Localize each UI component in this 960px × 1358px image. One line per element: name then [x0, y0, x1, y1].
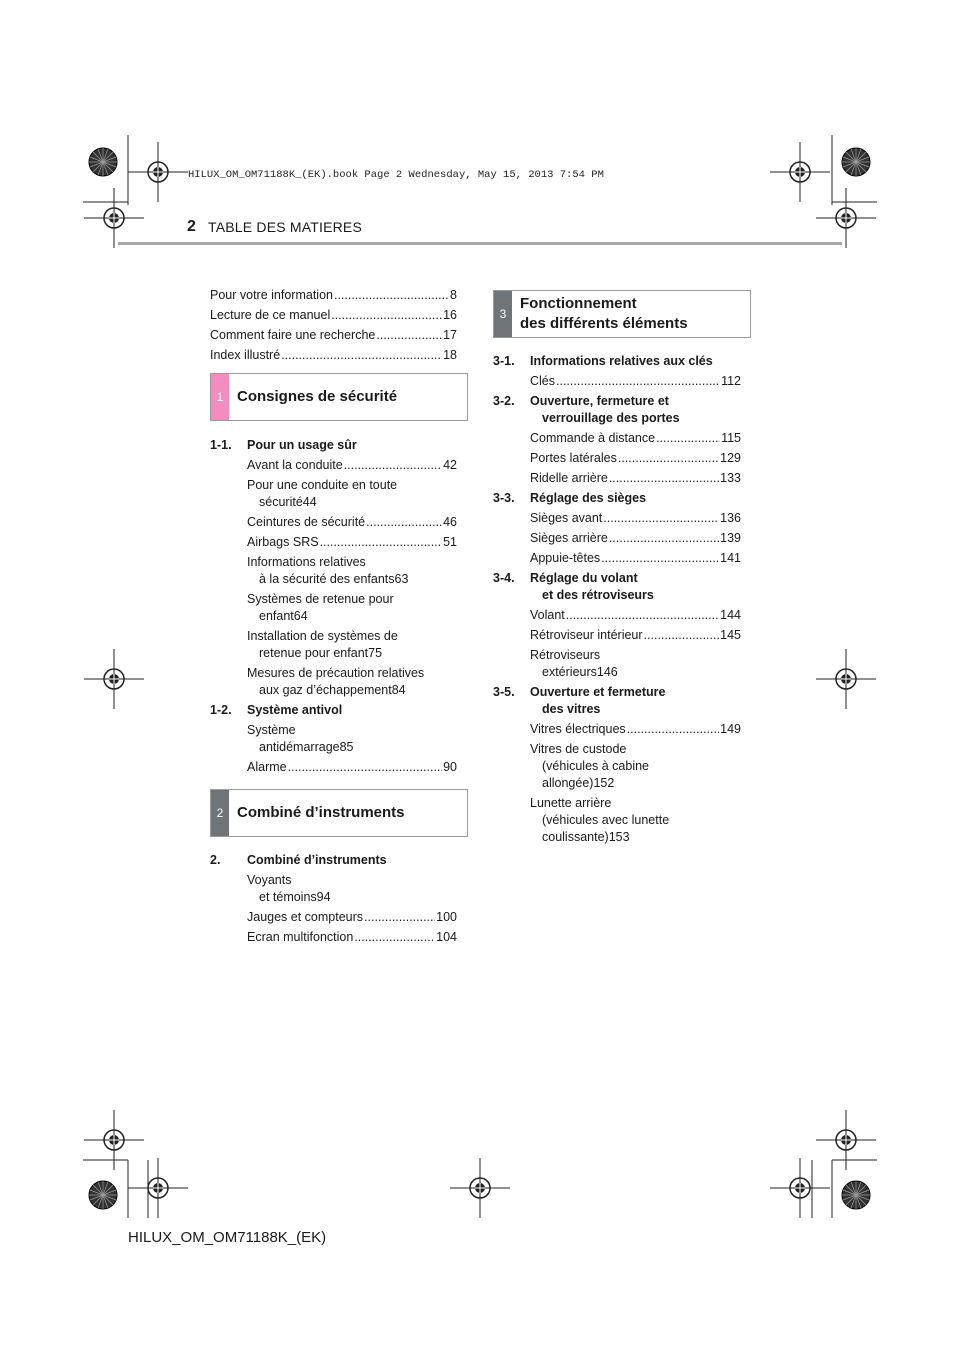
toc-entry[interactable]: Vitres de custode (véhicules à cabine allongée) 152: [530, 742, 650, 790]
chapter-2-contents: [210, 852, 457, 949]
page-number: 2: [187, 218, 196, 235]
section-heading[interactable]: 3-1. Informations relatives aux clés: [493, 354, 713, 368]
toc-entry[interactable]: Jauges et compteurs ..... 100: [247, 909, 457, 926]
toc-entry[interactable]: Appuie-têtes ..... 141: [530, 550, 741, 567]
toc-entry[interactable]: Pour votre information ..... 8: [210, 287, 457, 304]
book-file-line: HILUX_OM_OM71188K_(EK).book Page 2 Wednesday, May 15, 2013 7:54 PM: [188, 169, 604, 181]
toc-left-column: [210, 287, 457, 367]
toc-entry[interactable]: Lunette arrière (véhicules avec lunette coulissante) 153: [530, 796, 670, 844]
chapter-3-header[interactable]: [493, 290, 751, 338]
toc-entry[interactable]: Clés ..... 112: [530, 373, 741, 390]
section-heading[interactable]: 1-2. Système antivol: [210, 703, 343, 717]
chapter-3-title: Fonctionnement des différents éléments: [520, 295, 688, 332]
toc-entry[interactable]: Portes latérales ..... 129: [530, 450, 741, 467]
toc-entry[interactable]: Installation de systèmes de retenue pour enfant 75: [247, 629, 398, 660]
toc-entry[interactable]: Informations relatives à la sécurité des enfants 63: [247, 555, 409, 586]
toc-entry[interactable]: Index illustré ..... 18: [210, 347, 457, 364]
page-title: TABLE DES MATIERES: [208, 219, 363, 235]
chapter-1-header[interactable]: [210, 373, 468, 421]
toc-entry[interactable]: Lecture de ce manuel ..... 16: [210, 307, 457, 324]
toc-entry[interactable]: Rétroviseur intérieur ..... 145: [530, 627, 741, 644]
toc-entry[interactable]: Ridelle arrière ..... 133: [530, 470, 741, 487]
chapter-1-tab: 1: [211, 374, 229, 420]
toc-entry[interactable]: Comment faire une recherche ..... 17: [210, 327, 457, 344]
toc-entry[interactable]: Vitres électriques ..... 149: [530, 721, 741, 738]
chapter-1-contents: [210, 437, 457, 779]
chapter-2-tab: 2: [211, 790, 229, 836]
toc-entry[interactable]: Pour une conduite en toute sécurité 44: [247, 478, 398, 509]
toc-entry[interactable]: Rétroviseurs extérieurs 146: [530, 648, 618, 679]
toc-entry[interactable]: Voyants et témoins 94: [247, 873, 331, 904]
toc-entry[interactable]: Système antidémarrage 85: [247, 723, 354, 754]
toc-entry[interactable]: Systèmes de retenue pour enfant 64: [247, 592, 394, 623]
toc-entry[interactable]: Volant ..... 144: [530, 607, 741, 624]
section-heading[interactable]: 3-3. Réglage des sièges: [493, 491, 647, 505]
section-heading[interactable]: 3-4. Réglage du volant et des rétroviseurs: [493, 571, 654, 602]
footer-code: HILUX_OM_OM71188K_(EK): [128, 1229, 327, 1246]
toc-entry[interactable]: Commande à distance ..... 115: [530, 430, 741, 447]
toc-entry[interactable]: Sièges arrière ..... 139: [530, 530, 741, 547]
toc-entry[interactable]: Ceintures de sécurité ..... 46: [247, 514, 457, 531]
chapter-2-title: Combiné d’instruments: [237, 804, 405, 821]
toc-entry[interactable]: Avant la conduite ..... 42: [247, 457, 457, 474]
toc-entry[interactable]: Alarme ..... 90: [247, 759, 457, 776]
header-rule: [118, 242, 842, 245]
toc-entry[interactable]: Ecran multifonction ..... 104: [247, 929, 457, 946]
section-heading[interactable]: 3-5. Ouverture et fermeture des vitres: [493, 685, 666, 716]
chapter-3-contents: [493, 353, 741, 849]
chapter-1-title: Consignes de sécurité: [237, 388, 398, 405]
section-heading[interactable]: 2. Combiné d’instruments: [210, 853, 387, 867]
toc-entry[interactable]: Sièges avant ..... 136: [530, 510, 741, 527]
section-heading[interactable]: 3-2. Ouverture, fermeture et verrouillage des portes: [493, 394, 680, 425]
section-heading[interactable]: 1-1. Pour un usage sûr: [210, 438, 357, 452]
toc-entry[interactable]: Mesures de précaution relatives aux gaz d’échappement 84: [247, 666, 425, 697]
chapter-3-tab: 3: [494, 291, 512, 337]
chapter-2-header[interactable]: [210, 789, 468, 837]
toc-entry[interactable]: Airbags SRS ..... 51: [247, 534, 457, 551]
